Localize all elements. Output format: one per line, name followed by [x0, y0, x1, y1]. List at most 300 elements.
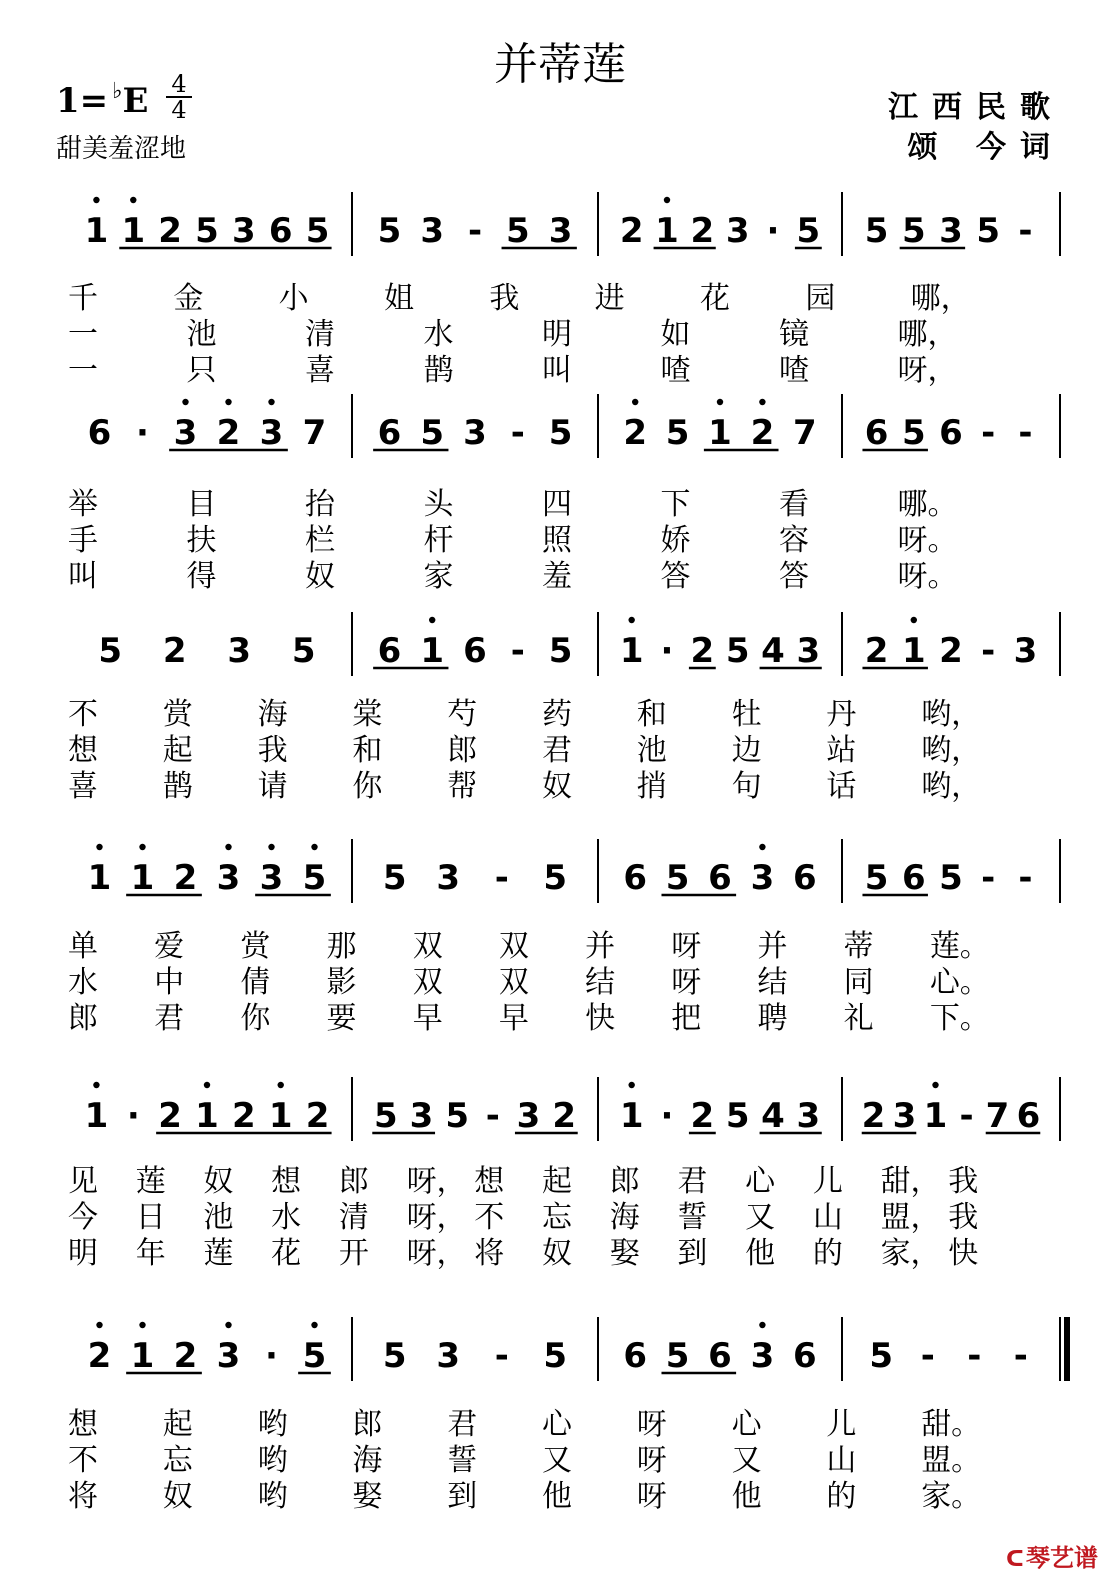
lyric-syllable: 下。 [929, 1001, 990, 1036]
lyric-syllable: 双 [498, 965, 529, 1000]
score-note: 4 [761, 631, 785, 671]
score-note: 5 [377, 211, 402, 251]
score-note: 6 [708, 858, 732, 898]
lyric-syllable: 园 [805, 281, 836, 316]
score-note: 5 [543, 1336, 568, 1376]
score-note: 1 [268, 1096, 293, 1136]
score-note: 3 [409, 1096, 434, 1136]
lyric-syllable: 起 [542, 1164, 572, 1199]
score-note: 6 [1016, 1096, 1041, 1136]
high-octave-dot [225, 1322, 231, 1328]
score-note: 6 [939, 413, 963, 453]
score-note: 5 [796, 211, 821, 251]
lyric-syllable: 一 [68, 353, 98, 388]
lyric-syllable: 起 [162, 733, 193, 768]
lyric-syllable: 哟， [921, 733, 982, 768]
lyric-syllable: 聘 [757, 1001, 788, 1036]
score-note: · [136, 413, 149, 453]
high-octave-dot [139, 1322, 145, 1328]
score-note: · [660, 631, 674, 671]
lyric-syllable: 叫 [68, 559, 98, 594]
lyric-syllable: 盟。 [921, 1443, 982, 1478]
lyric-syllable: 君 [542, 733, 572, 768]
lyric-syllable: 心 [731, 1407, 762, 1442]
score-note: 2 [173, 1336, 198, 1376]
time-sig-bottom: 4 [171, 96, 187, 124]
lyric-syllable: 又 [542, 1443, 572, 1478]
lyric-syllable: 句 [731, 769, 762, 804]
lyric-syllable: 鹊 [162, 769, 193, 804]
score-note: 5 [725, 1096, 750, 1136]
watermark-text: 琴艺谱 [1026, 1544, 1098, 1572]
lyric-syllable: 明 [68, 1236, 98, 1271]
lyric-syllable: 见 [68, 1164, 98, 1199]
lyric-syllable: 容 [779, 523, 809, 558]
lyric-syllable: 请 [257, 769, 288, 804]
high-octave-dot [268, 844, 274, 850]
score-note: 3 [436, 1336, 461, 1376]
lyric-syllable: 倩 [240, 965, 271, 1000]
score-note: 2 [232, 1096, 256, 1136]
lyric-syllable: 喳 [660, 353, 691, 388]
lyric-syllable: 山 [812, 1200, 843, 1235]
score-note: 5 [869, 1336, 894, 1376]
score-note: 5 [195, 211, 219, 251]
score-note: - [959, 1096, 974, 1136]
lyric-syllable: 海 [352, 1443, 383, 1478]
lyric-syllable: 喳 [779, 353, 809, 388]
score-note: 3 [1013, 631, 1038, 671]
lyric-syllable: 到 [677, 1236, 708, 1271]
lyric-syllable: 快 [585, 1001, 616, 1036]
score-note: 3 [436, 858, 461, 898]
score-note: - [510, 631, 525, 671]
lyric-syllable: 哟 [257, 1407, 288, 1442]
score-note: 3 [216, 858, 241, 898]
lyric-syllable: 清 [338, 1200, 369, 1235]
lyric-syllable: 小 [278, 281, 309, 316]
lyric-syllable: 喜 [305, 353, 335, 388]
lyric-syllable: 哪。 [897, 487, 958, 522]
score-note: - [494, 858, 509, 898]
score-note: 2 [864, 631, 889, 671]
lyric-syllable: 你 [240, 1001, 271, 1036]
score-note: 3 [463, 413, 487, 453]
lyric-syllable: 双 [412, 965, 443, 1000]
score-note: - [967, 1336, 982, 1376]
score-note: - [981, 858, 996, 898]
score-note: 3 [259, 413, 284, 453]
lyric-syllable: 儿 [826, 1407, 857, 1442]
octave-dot [632, 399, 638, 405]
lyric-syllable: 池 [203, 1200, 234, 1235]
lyric-syllable: 帮 [447, 769, 478, 804]
score-note: 1 [619, 631, 644, 671]
song-title: 并蒂莲 [494, 39, 626, 90]
lyric-syllable: 想 [474, 1164, 505, 1199]
lyric-syllable: 我 [489, 281, 520, 316]
score-note: 3 [939, 211, 963, 251]
octave-dot [225, 399, 231, 405]
lyric-syllable: 影 [326, 965, 357, 1000]
lyric-syllable: 赏 [240, 929, 271, 964]
score-note: 6 [901, 858, 926, 898]
lyric-syllable: 开 [338, 1236, 369, 1271]
lyric-syllable: 他 [542, 1479, 572, 1514]
score-note: 2 [173, 858, 198, 898]
lyric-syllable: 话 [826, 769, 857, 804]
lyric-syllable: 水 [423, 317, 454, 352]
lyric-syllable: 奴 [542, 769, 572, 804]
score-note: 2 [305, 1096, 330, 1136]
lyric-syllable: 又 [745, 1200, 776, 1235]
lyric-syllable: 到 [447, 1479, 478, 1514]
lyric-syllable: 只 [186, 353, 217, 388]
lyric-syllable: 海 [609, 1200, 640, 1235]
score-note: 6 [87, 413, 112, 453]
high-octave-dot [225, 844, 231, 850]
score-note: 5 [548, 631, 573, 671]
score-note: 6 [268, 211, 293, 251]
lyric-syllable: 手 [68, 523, 98, 558]
lyric-syllable: 呀， [406, 1236, 467, 1271]
lyric-syllable: 中 [154, 965, 185, 1000]
high-octave-dot [664, 197, 670, 203]
lyric-syllable: 药 [542, 697, 572, 732]
score-note: 3 [725, 211, 750, 251]
lyric-syllable: 你 [352, 769, 383, 804]
lyric-syllable: 心 [542, 1407, 572, 1442]
lyric-syllable: 盟， [880, 1200, 941, 1235]
score-note: 4 [761, 1096, 785, 1136]
score-note: 2 [623, 413, 648, 453]
score-note: 6 [708, 1336, 732, 1376]
high-octave-dot [759, 844, 765, 850]
lyric-syllable: 家 [423, 559, 454, 594]
lyric-syllable: 我 [257, 733, 288, 768]
score-note: 7 [792, 413, 817, 453]
score-note: 5 [939, 858, 963, 898]
score-note: 2 [619, 211, 644, 251]
high-octave-dot [93, 1082, 99, 1088]
lyric-syllable: 家。 [921, 1479, 982, 1514]
lyric-syllable: 的 [826, 1479, 857, 1514]
lyric-syllable: 想 [68, 1407, 98, 1442]
lyric-syllable: 海 [257, 697, 288, 732]
lyric-syllable: 把 [671, 1001, 702, 1036]
score-note: 2 [939, 631, 963, 671]
lyric-syllable: 水 [68, 965, 98, 1000]
lyric-syllable: 明 [542, 317, 572, 352]
lyric-syllable: 想 [68, 733, 98, 768]
lyric-syllable: 答 [779, 559, 809, 594]
lyric-syllable: 呀 [671, 965, 702, 1000]
lyric-syllable: 一 [68, 317, 98, 352]
score-note: - [494, 1336, 509, 1376]
lyric-syllable: 花 [271, 1236, 302, 1271]
high-octave-dot [628, 1082, 634, 1088]
score-note: 5 [976, 211, 1001, 251]
lyric-syllable: 莲 [135, 1164, 166, 1199]
lyric-syllable: 芍 [447, 697, 478, 732]
score-note: 1 [84, 1096, 109, 1136]
lyric-syllable: 君 [677, 1164, 708, 1199]
score-note: 6 [623, 858, 648, 898]
lyric-syllable: 同 [843, 965, 874, 1000]
lyric-syllable: 站 [826, 733, 857, 768]
lyric-syllable: 下 [660, 487, 691, 522]
lyric-syllable: 要 [326, 1001, 357, 1036]
song-source: 江西民歌 [888, 90, 1064, 125]
lyric-syllable: 郎 [68, 1001, 98, 1036]
lyric-syllable: 奴 [542, 1236, 572, 1271]
lyric-syllable: 池 [186, 317, 217, 352]
lyric-syllable: 进 [594, 281, 625, 316]
high-octave-dot [93, 197, 99, 203]
high-octave-dot [628, 617, 634, 623]
lyric-syllable: 山 [826, 1443, 857, 1478]
lyric-syllable: 奴 [305, 559, 335, 594]
lyric-syllable: 哟 [257, 1479, 288, 1514]
score-note: 5 [373, 1096, 398, 1136]
score-note: 3 [796, 1096, 821, 1136]
score-note: 3 [548, 211, 573, 251]
score-note: 2 [861, 1096, 886, 1136]
score-note: 1 [708, 413, 732, 453]
score-note: - [1013, 1336, 1028, 1376]
score-note: 3 [750, 858, 775, 898]
high-octave-dot [717, 399, 723, 405]
lyric-syllable: 举 [68, 487, 98, 522]
lyric-syllable: 单 [68, 929, 98, 964]
score-note: · [126, 1096, 140, 1136]
score-note: 3 [259, 858, 284, 898]
lyric-syllable: 他 [731, 1479, 762, 1514]
lyric-syllable: 千 [68, 281, 98, 316]
lyric-syllable: 镜 [779, 317, 809, 352]
score-note: 7 [302, 413, 327, 453]
score-note: 2 [552, 1096, 577, 1136]
lyric-syllable: 那 [326, 929, 357, 964]
score-note: 5 [505, 211, 530, 251]
score-note: 6 [377, 413, 402, 453]
lyric-syllable: 喜 [68, 769, 98, 804]
score-note: 3 [516, 1096, 541, 1136]
high-octave-dot [96, 844, 102, 850]
lyric-syllable: 赏 [162, 697, 193, 732]
score-note: 5 [864, 211, 889, 251]
score-note: - [1018, 211, 1033, 251]
lyric-syllable: 双 [412, 929, 443, 964]
lyric-syllable: 不 [474, 1200, 505, 1235]
lyric-syllable: 哟， [921, 769, 982, 804]
high-octave-dot [932, 1082, 938, 1088]
lyric-syllable: 娶 [352, 1479, 383, 1514]
lyric-syllable: 和 [636, 697, 667, 732]
score-note: 1 [655, 211, 679, 251]
lyric-syllable: 呀。 [897, 559, 958, 594]
score-note: 6 [377, 631, 402, 671]
score-note: - [981, 631, 996, 671]
score-note: 5 [543, 858, 568, 898]
lyric-syllable: 娶 [609, 1236, 640, 1271]
score-note: · [265, 1336, 278, 1376]
high-octave-dot [911, 617, 917, 623]
score-note: 2 [87, 1336, 112, 1376]
lyric-syllable: 哪， [910, 281, 971, 316]
lyric-syllable: 丹 [826, 697, 857, 732]
lyric-syllable: 娇 [660, 523, 691, 558]
lyric-syllable: 金 [173, 281, 204, 316]
score-note: 3 [232, 211, 256, 251]
score-note: 1 [87, 858, 112, 898]
lyric-syllable: 早 [498, 1001, 529, 1036]
lyric-syllable: 年 [135, 1236, 166, 1271]
score-note: - [510, 413, 525, 453]
key-note: E [122, 81, 149, 121]
lyric-syllable: 得 [186, 559, 217, 594]
high-octave-dot [204, 1082, 210, 1088]
lyric-syllable: 蒂 [843, 929, 874, 964]
score-note: 1 [84, 211, 109, 251]
score-note: - [1018, 413, 1033, 453]
final-barline [1064, 1317, 1070, 1381]
lyric-syllable: 甜， [880, 1164, 941, 1199]
score-note: 5 [901, 413, 926, 453]
lyric-syllable: 他 [745, 1236, 776, 1271]
lyric-syllable: 奴 [162, 1479, 193, 1514]
score-note: 3 [796, 631, 821, 671]
high-octave-dot [130, 197, 136, 203]
score-note: · [660, 1096, 674, 1136]
score-note: - [981, 413, 996, 453]
high-octave-dot [139, 844, 145, 850]
lyric-syllable: 早 [412, 1001, 443, 1036]
lyric-syllable: 并 [757, 929, 788, 964]
score-note: 7 [985, 1096, 1010, 1136]
score-note: 6 [792, 858, 817, 898]
score-note: 2 [690, 211, 715, 251]
lyric-syllable: 誓 [447, 1443, 478, 1478]
lyric-syllable: 四 [542, 487, 572, 522]
lyric-syllable: 鹊 [423, 353, 454, 388]
lyric-syllable: 呀， [406, 1200, 467, 1235]
octave-dot [759, 399, 765, 405]
lyric-syllable: 奴 [203, 1164, 234, 1199]
lyric-syllable: 杆 [423, 523, 454, 558]
score-note: 5 [420, 413, 445, 453]
lyric-syllable: 想 [271, 1164, 302, 1199]
score-note: 1 [901, 631, 926, 671]
tempo-marking: 甜美羞涩地 [56, 134, 187, 164]
score-note: 2 [216, 413, 241, 453]
lyric-syllable: 儿 [812, 1164, 843, 1199]
lyric-syllable: 礼 [843, 1001, 874, 1036]
lyric-syllable: 我 [948, 1200, 979, 1235]
score-note: 2 [162, 631, 187, 671]
score-note: 2 [690, 1096, 715, 1136]
lyric-syllable: 郎 [609, 1164, 640, 1199]
score-note: 6 [864, 413, 889, 453]
lyric-syllable: 呀 [636, 1479, 667, 1514]
score-note: - [1018, 858, 1033, 898]
lyric-syllable: 起 [162, 1407, 193, 1442]
score-note: 5 [548, 413, 573, 453]
high-octave-dot [278, 1082, 284, 1088]
lyric-syllable: 的 [812, 1236, 843, 1271]
score-note: 1 [195, 1096, 219, 1136]
lyric-syllable: 不 [68, 697, 98, 732]
lyric-syllable: 牡 [731, 697, 762, 732]
score-note: 2 [158, 1096, 182, 1136]
score-note: 5 [382, 1336, 407, 1376]
logo-icon: ᑕ [1006, 1547, 1024, 1572]
lyric-syllable: 呀， [406, 1164, 467, 1199]
lyric-syllable: 甜。 [921, 1407, 982, 1442]
score-note: 3 [420, 211, 445, 251]
score-note: 1 [130, 858, 155, 898]
high-octave-dot [311, 1322, 317, 1328]
lyric-syllable: 头 [423, 487, 454, 522]
lyric-syllable: 捎 [636, 769, 667, 804]
high-octave-dot [429, 617, 435, 623]
lyric-syllable: 扶 [186, 523, 217, 558]
lyric-syllable: 莲 [203, 1236, 234, 1271]
octave-dot [182, 399, 188, 405]
score-note: 5 [665, 413, 690, 453]
lyric-syllable: 叫 [542, 353, 572, 388]
lyric-syllable: 并 [585, 929, 616, 964]
lyric-syllable: 抬 [305, 487, 335, 522]
score-note: 5 [665, 1336, 690, 1376]
score-note: 5 [291, 631, 316, 671]
lyric-syllable: 莲。 [929, 929, 990, 964]
score-note: 2 [158, 211, 182, 251]
lyric-syllable: 将 [68, 1479, 98, 1514]
lyric-syllable: 呀。 [897, 523, 958, 558]
score-note: 6 [623, 1336, 648, 1376]
lyric-syllable: 如 [660, 317, 691, 352]
high-octave-dot [311, 844, 317, 850]
octave-dot [268, 399, 274, 405]
lyric-syllable: 哟 [257, 1443, 288, 1478]
lyric-syllable: 家， [880, 1236, 941, 1271]
lyric-syllable: 忘 [162, 1443, 193, 1478]
score-note: · [766, 211, 780, 251]
lyric-syllable: 清 [305, 317, 335, 352]
lyric-syllable: 哪， [897, 317, 958, 352]
score-note: 3 [892, 1096, 917, 1136]
score-note: 3 [750, 1336, 775, 1376]
lyric-syllable: 将 [474, 1236, 505, 1271]
lyric-syllable: 棠 [352, 697, 383, 732]
score-note: 5 [302, 1336, 327, 1376]
score-note: 5 [302, 858, 327, 898]
lyric-syllable: 栏 [305, 523, 335, 558]
lyric-syllable: 日 [135, 1200, 166, 1235]
lyric-syllable: 快 [948, 1236, 979, 1271]
score-note: 1 [420, 631, 445, 671]
high-octave-dot [759, 1322, 765, 1328]
score-note: 5 [901, 211, 926, 251]
lyric-syllable: 呀 [636, 1407, 667, 1442]
score-note: 1 [619, 1096, 644, 1136]
lyricist-credit: 颂 今词 [907, 130, 1064, 165]
lyric-syllable: 又 [731, 1443, 762, 1478]
lyric-syllable: 爱 [154, 929, 185, 964]
lyric-syllable: 花 [700, 281, 730, 316]
time-sig-top: 4 [171, 70, 187, 98]
